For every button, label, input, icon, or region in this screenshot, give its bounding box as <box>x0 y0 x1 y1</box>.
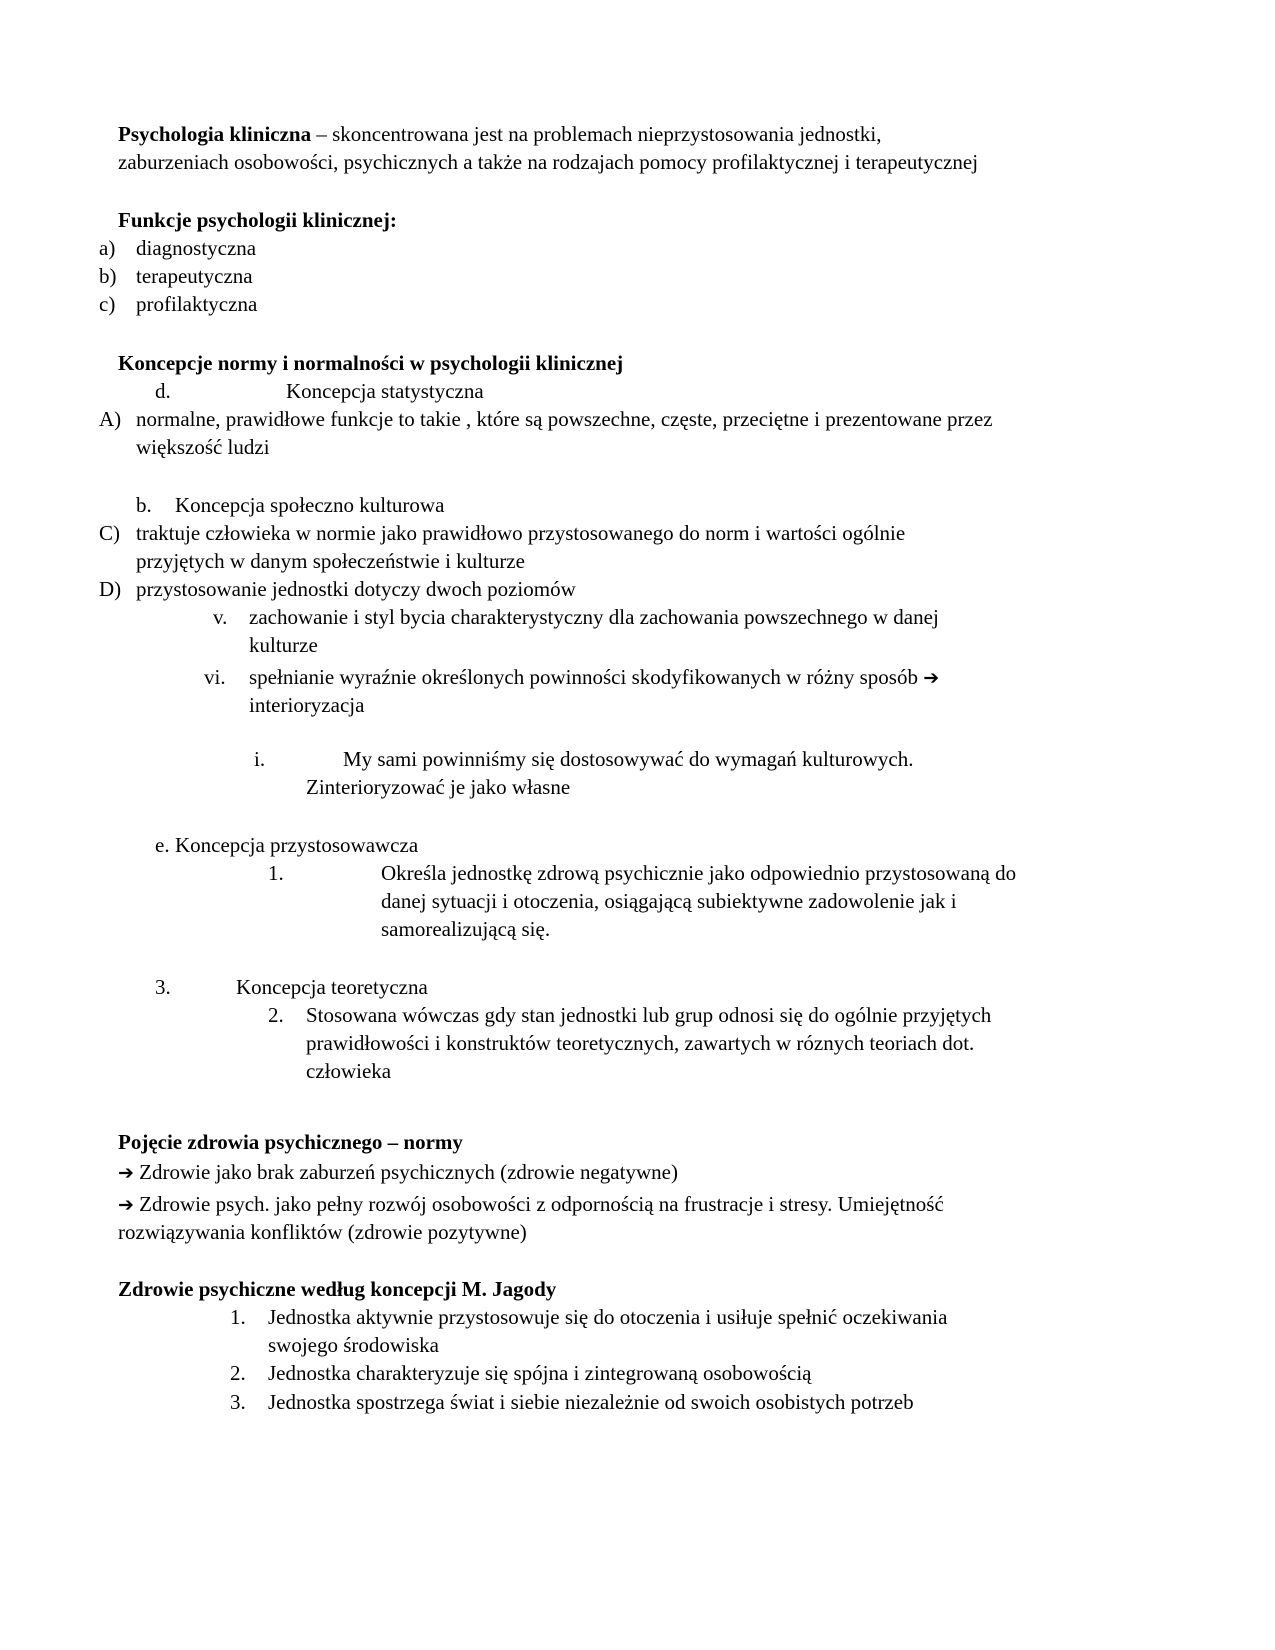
jahoda-marker-2: 2. <box>230 1361 246 1385</box>
intro-line-2: zaburzeniach osobowości, psychicznych a także na rodzajach pomocy profilaktycznej i terapeutycznej <box>118 150 979 174</box>
statistical-point-line-2: większość ludzi <box>136 435 270 459</box>
jahoda-item-1-line-2: swojego środowiska <box>268 1333 439 1357</box>
theoretical-line-2: prawidłowości i konstruktów teoretycznych, zawartych w róznych teoriach dot. <box>306 1031 975 1055</box>
adaptive-line-2: danej sytuacji i otoczenia, osiągającą subiektywne zadowolenie jak i <box>381 889 957 913</box>
sociocultural-vi-marker: vi. <box>204 665 226 689</box>
theoretical-line-1: Stosowana wówczas gdy stan jednostki lub grup odnosi się do ogólnie przyjętych <box>306 1003 992 1027</box>
sociocultural-title: Koncepcja społeczno kulturowa <box>175 493 445 517</box>
jahoda-marker-1: 1. <box>230 1305 246 1329</box>
adaptive-marker: e. <box>155 833 170 857</box>
health-heading: Pojęcie zdrowia psychicznego – normy <box>118 1130 463 1154</box>
health-item-1-text: Zdrowie jako brak zaburzeń psychicznych (zdrowie negatywne) <box>139 1160 678 1184</box>
sociocultural-d-marker: D) <box>99 577 122 601</box>
arrow-right-icon: ➔ <box>118 1194 134 1216</box>
sociocultural-d-text: przystosowanie jednostki dotyczy dwoch poziomów <box>136 577 576 601</box>
adaptive-line-1: Określa jednostkę zdrową psychicznie jako odpowiednio przystosowaną do <box>381 861 1017 885</box>
sociocultural-c-line-2: przyjętych w danym społeczeństwie i kulturze <box>136 549 525 573</box>
health-item-2-line-2: rozwiązywania konfliktów (zdrowie pozytywne) <box>118 1220 527 1244</box>
functions-marker-c: c) <box>99 292 116 316</box>
concepts-heading: Koncepcje normy i normalności w psychologii klinicznej <box>118 351 624 375</box>
functions-item-b: terapeutyczna <box>136 264 253 288</box>
sociocultural-i-line-2: Zinterioryzować je jako własne <box>306 775 571 799</box>
functions-marker-b: b) <box>99 264 117 288</box>
functions-heading: Funkcje psychologii klinicznej: <box>118 208 397 232</box>
adaptive-num: 1. <box>268 861 284 885</box>
sociocultural-c-marker: C) <box>99 521 120 545</box>
statistical-title: Koncepcja statystyczna <box>286 379 484 403</box>
jahoda-item-3: Jednostka spostrzega świat i siebie niezależnie od swoich osobistych potrzeb <box>268 1390 914 1414</box>
sociocultural-v-marker: v. <box>213 605 228 629</box>
sociocultural-vi-line-1 <box>249 663 939 692</box>
sociocultural-c-line-1: traktuje człowieka w normie jako prawidłowo przystosowanego do norm i wartości ogólnie <box>136 521 906 545</box>
functions-marker-a: a) <box>99 236 116 260</box>
theoretical-num: 2. <box>268 1003 284 1027</box>
functions-item-c: profilaktyczna <box>136 292 258 316</box>
sociocultural-marker: b. <box>136 493 152 517</box>
sociocultural-vi-line-2: interioryzacja <box>249 693 365 717</box>
statistical-point-marker: A) <box>99 407 122 431</box>
statistical-point-line-1: normalne, prawidłowe funkcje to takie , które są powszechne, częste, przeciętne i prezentowane przez <box>136 407 993 431</box>
statistical-marker: d. <box>155 379 171 403</box>
jahoda-item-2: Jednostka charakteryzuje się spójna i zintegrowaną osobowością <box>268 1361 812 1385</box>
sociocultural-v-line-1: zachowanie i styl bycia charakterystyczny dla zachowania powszechnego w danej <box>249 605 939 629</box>
arrow-right-icon: ➔ <box>118 1162 134 1184</box>
arrow-right-icon: ➔ <box>923 667 940 689</box>
health-item-2 <box>118 1190 944 1219</box>
theoretical-marker: 3. <box>155 975 171 999</box>
adaptive-line-3: samorealizującą się. <box>381 917 551 941</box>
sociocultural-v-line-2: kulturze <box>249 633 318 657</box>
theoretical-title: Koncepcja teoretyczna <box>236 975 428 999</box>
jahoda-item-1-line-1: Jednostka aktywnie przystosowuje się do otoczenia i usiłuje spełnić oczekiwania <box>268 1305 948 1329</box>
health-item-1 <box>118 1158 678 1187</box>
adaptive-title: Koncepcja przystosowawcza <box>175 833 419 857</box>
intro-definition: – skoncentrowana jest na problemach nieprzystosowania jednostki, <box>311 122 882 146</box>
theoretical-line-3: człowieka <box>306 1059 392 1083</box>
health-item-2-text: Zdrowie psych. jako pełny rozwój osobowości z odpornością na frustracje i stresy. Umiejętność <box>139 1192 944 1216</box>
sociocultural-i-marker: i. <box>254 747 266 771</box>
sociocultural-vi-text: spełnianie wyraźnie określonych powinności skodyfikowanych w różny sposób <box>249 665 918 689</box>
jahoda-marker-3: 3. <box>230 1390 246 1414</box>
functions-item-a: diagnostyczna <box>136 236 257 260</box>
sociocultural-i-line-1: My sami powinniśmy się dostosowywać do wymagań kulturowych. <box>343 747 914 771</box>
intro-line-1 <box>118 120 881 148</box>
jahoda-heading: Zdrowie psychiczne według koncepcji M. Jagody <box>118 1277 557 1301</box>
intro-term: Psychologia kliniczna <box>118 122 312 146</box>
